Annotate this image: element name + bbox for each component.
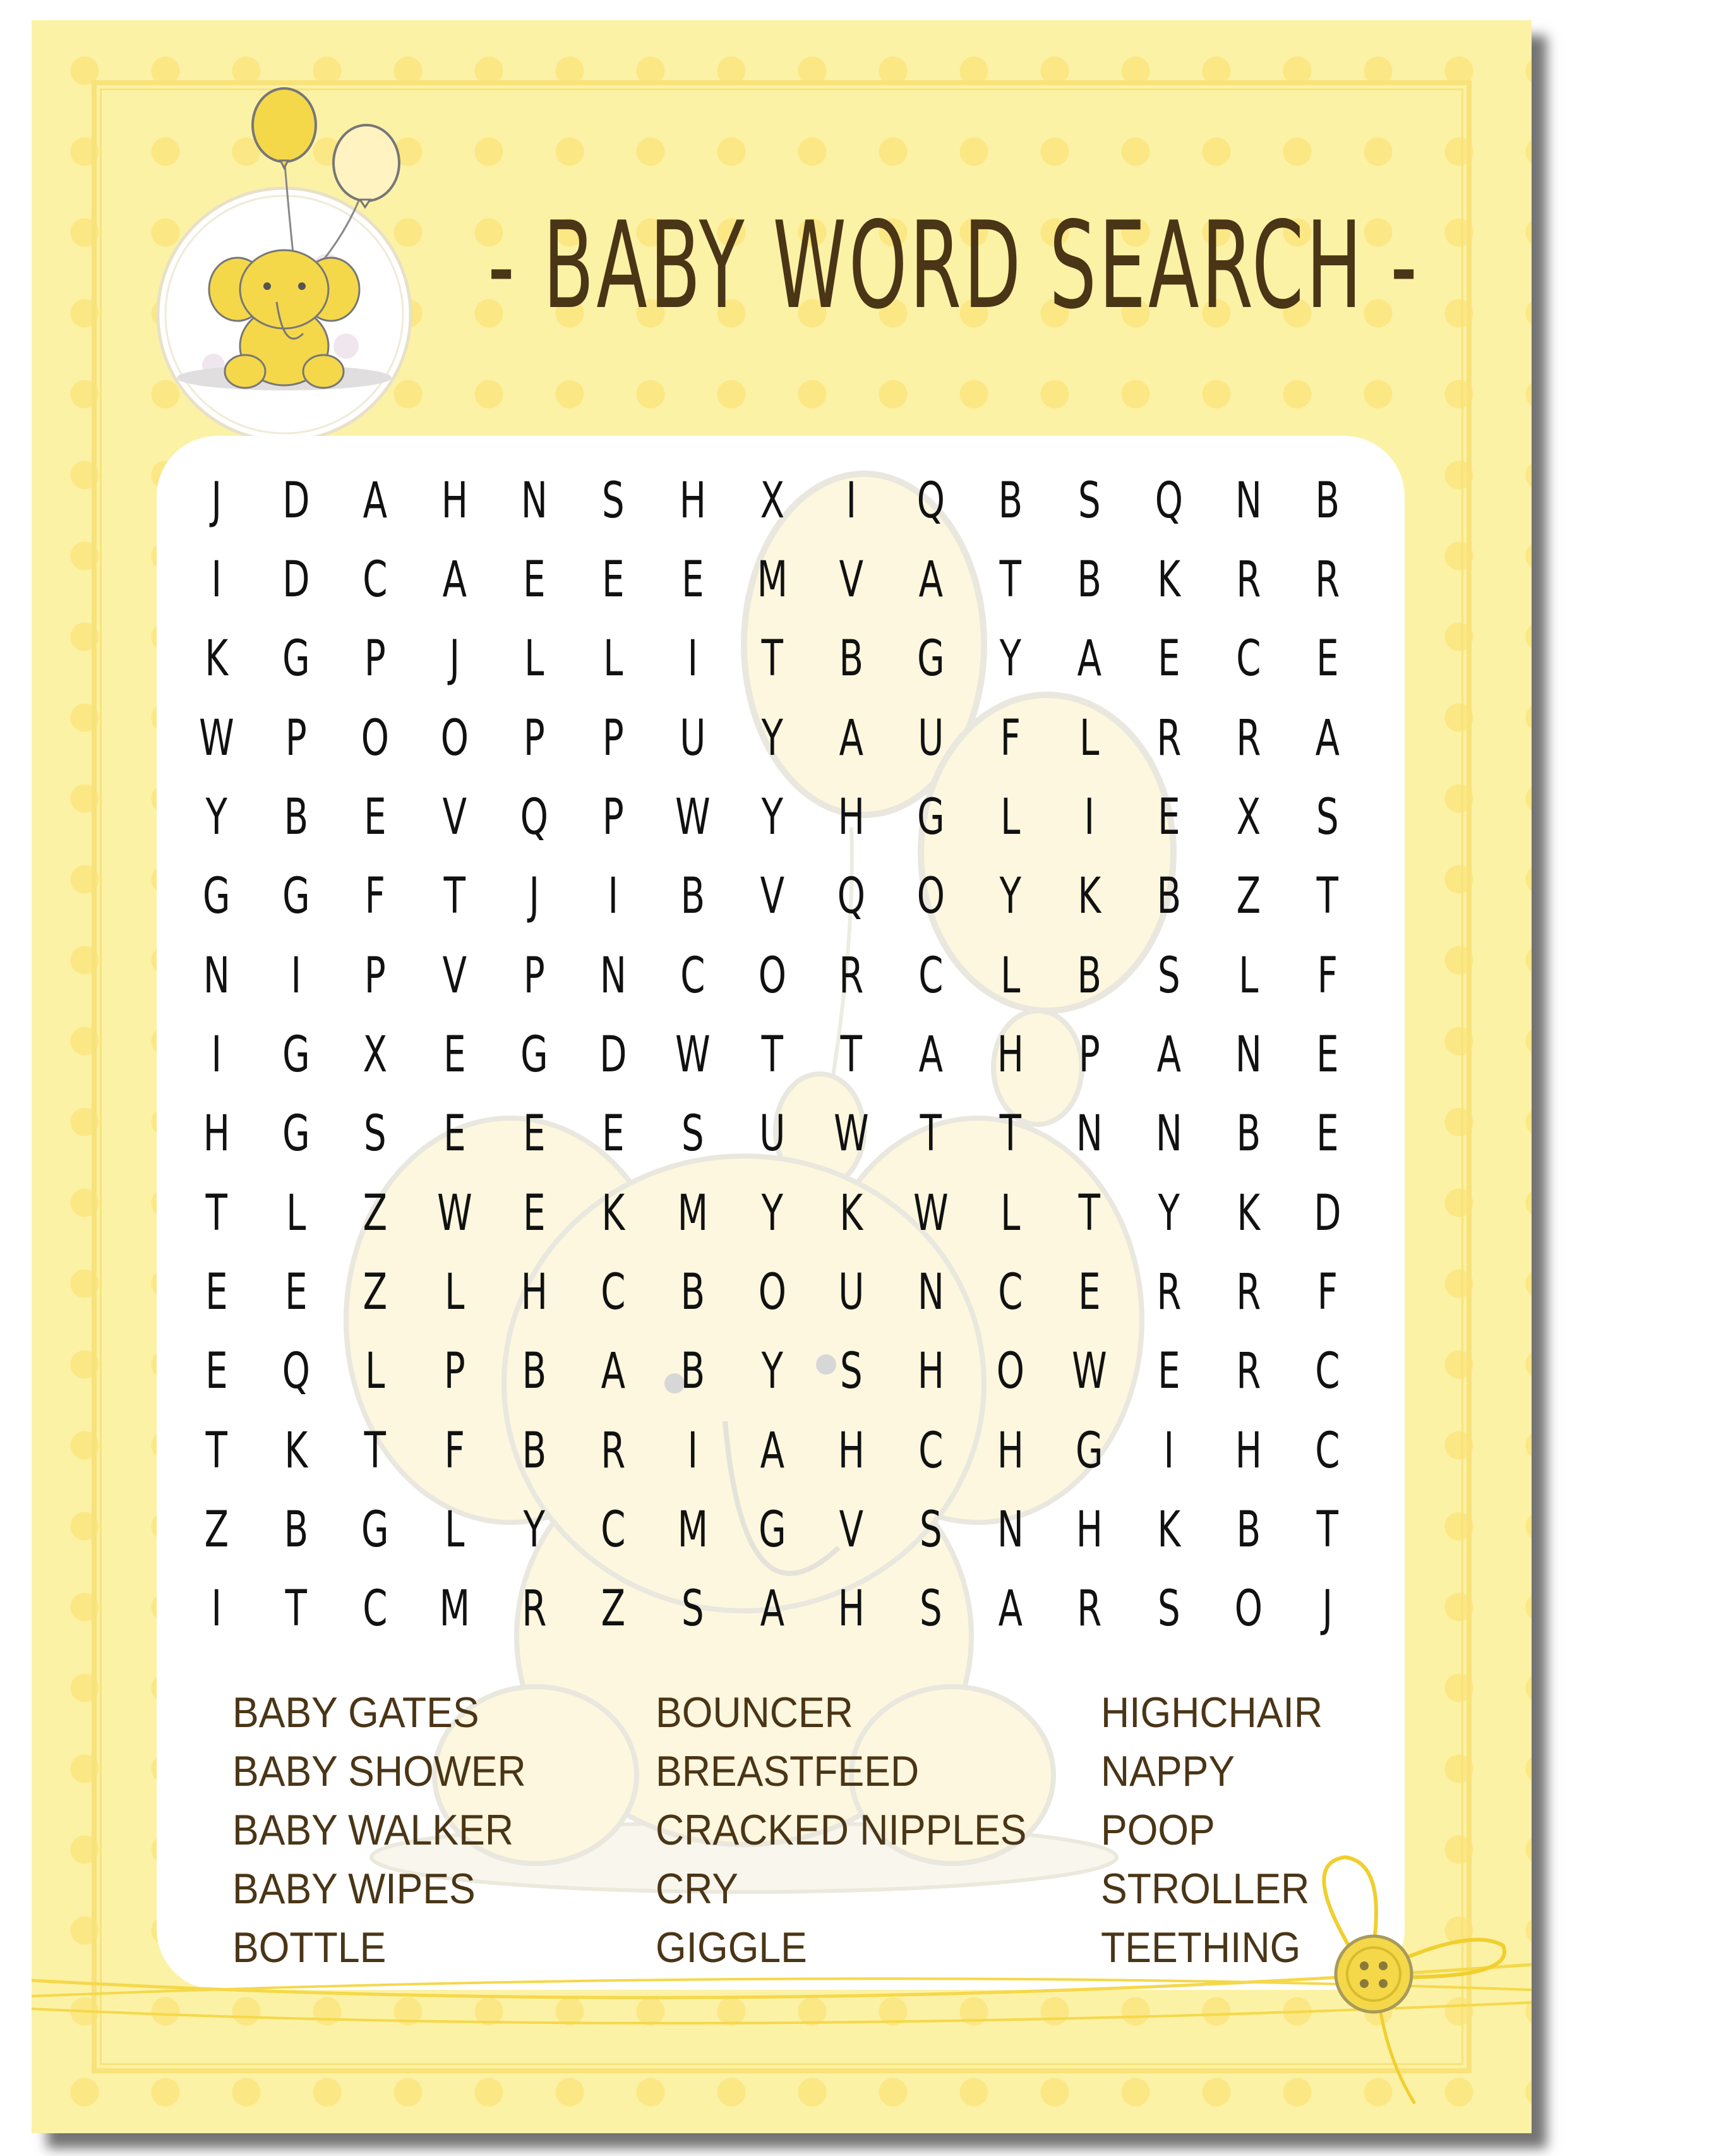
grid-cell[interactable]: V bbox=[839, 551, 864, 608]
grid-cell[interactable]: S bbox=[919, 1501, 942, 1558]
grid-cell[interactable]: Q bbox=[916, 472, 945, 529]
grid-cell[interactable]: T bbox=[364, 1422, 387, 1479]
grid-cell[interactable]: Y bbox=[999, 630, 1021, 688]
grid-cell[interactable]: E bbox=[522, 1184, 546, 1242]
grid-cell[interactable]: C bbox=[601, 1263, 626, 1321]
grid-cell[interactable]: T bbox=[205, 1184, 227, 1242]
word-item: BOTTLE bbox=[232, 1924, 387, 1972]
grid-cell[interactable]: G bbox=[282, 630, 310, 688]
grid-cell[interactable]: G bbox=[203, 868, 231, 925]
grid-cell[interactable]: B bbox=[1315, 472, 1340, 529]
grid-cell[interactable]: G bbox=[917, 788, 945, 846]
grid-cell[interactable]: H bbox=[679, 472, 706, 529]
grid-cell[interactable]: I bbox=[846, 472, 857, 529]
grid-cell[interactable]: Q bbox=[520, 788, 548, 846]
grid-cell[interactable]: G bbox=[917, 630, 945, 688]
word-item: POOP bbox=[1101, 1806, 1215, 1854]
grid-cell[interactable]: P bbox=[603, 709, 625, 767]
grid-cell[interactable]: X bbox=[1236, 788, 1261, 846]
grid-cell[interactable]: U bbox=[680, 709, 706, 767]
word-item: BREASTFEED bbox=[656, 1747, 920, 1795]
grid-cell[interactable]: E bbox=[1158, 1343, 1180, 1400]
grid-cell[interactable]: J bbox=[1322, 1581, 1333, 1638]
grid-cell[interactable]: E bbox=[1158, 788, 1180, 846]
word-item: CRACKED NIPPLES bbox=[656, 1806, 1027, 1854]
grid-cell[interactable]: L bbox=[445, 1263, 465, 1321]
grid-cell[interactable]: G bbox=[1076, 1422, 1103, 1479]
grid-cell[interactable]: Q bbox=[837, 868, 866, 925]
grid-cell[interactable]: E bbox=[1316, 1026, 1339, 1083]
grid-cell[interactable]: T bbox=[841, 1026, 863, 1083]
grid-cell[interactable]: L bbox=[1000, 1184, 1021, 1242]
grid-cell[interactable]: A bbox=[442, 551, 467, 608]
grid-cell[interactable]: E bbox=[1078, 1263, 1101, 1321]
grid-cell[interactable]: A bbox=[760, 1422, 784, 1479]
grid-cell[interactable]: N bbox=[997, 1501, 1024, 1558]
grid-cell[interactable]: S bbox=[1157, 1581, 1180, 1638]
word-item: BABY WIPES bbox=[232, 1865, 476, 1913]
grid-cell[interactable]: L bbox=[1000, 788, 1021, 846]
grid-cell[interactable]: H bbox=[1076, 1501, 1103, 1558]
grid-cell[interactable]: S bbox=[602, 472, 625, 529]
grid-cell[interactable]: K bbox=[205, 630, 229, 688]
grid-cell[interactable]: L bbox=[603, 630, 623, 688]
grid-cell[interactable]: A bbox=[918, 551, 944, 608]
grid-cell[interactable]: L bbox=[1000, 947, 1021, 1004]
grid-cell[interactable]: R bbox=[839, 947, 864, 1004]
grid-cell[interactable]: T bbox=[285, 1581, 307, 1638]
grid-cell[interactable]: P bbox=[603, 788, 625, 846]
grid-cell[interactable]: M bbox=[757, 551, 788, 608]
grid-cell[interactable]: E bbox=[522, 551, 546, 608]
grid-cell[interactable]: B bbox=[1077, 551, 1102, 608]
grid-cell[interactable]: H bbox=[1235, 1422, 1262, 1479]
grid-cell[interactable]: K bbox=[284, 1422, 308, 1479]
grid-cell[interactable]: B bbox=[284, 1501, 308, 1558]
grid-cell[interactable]: R bbox=[1235, 551, 1261, 608]
grid-cell[interactable]: T bbox=[920, 1105, 942, 1163]
grid-cell[interactable]: O bbox=[916, 868, 945, 925]
grid-cell[interactable]: E bbox=[443, 1105, 466, 1163]
grid-cell[interactable]: B bbox=[839, 630, 864, 688]
grid-cell[interactable]: E bbox=[522, 1105, 546, 1163]
word-item: TEETHING bbox=[1101, 1924, 1301, 1972]
grid-cell[interactable]: B bbox=[522, 1422, 546, 1479]
grid-cell[interactable]: I bbox=[211, 551, 222, 608]
grid-cell[interactable]: H bbox=[441, 472, 468, 529]
grid-cell[interactable]: E bbox=[602, 1105, 625, 1163]
grid-cell[interactable]: D bbox=[282, 472, 310, 529]
grid-cell[interactable]: C bbox=[363, 1581, 388, 1638]
grid-cell[interactable]: H bbox=[520, 1263, 548, 1321]
grid-cell[interactable]: I bbox=[1163, 1422, 1175, 1479]
grid-cell[interactable]: D bbox=[282, 551, 310, 608]
grid-cell[interactable]: W bbox=[1072, 1343, 1107, 1400]
grid-cell[interactable]: M bbox=[677, 1501, 709, 1558]
grid-cell[interactable]: A bbox=[1077, 630, 1102, 688]
grid-cell[interactable]: W bbox=[675, 1026, 711, 1083]
grid-cell[interactable]: O bbox=[758, 1263, 786, 1321]
grid-cell[interactable]: E bbox=[284, 1263, 308, 1321]
grid-cell[interactable]: L bbox=[524, 630, 544, 688]
grid-cell[interactable]: W bbox=[834, 1105, 869, 1163]
grid-cell[interactable]: T bbox=[761, 1026, 783, 1083]
grid-cell[interactable]: I bbox=[608, 868, 619, 925]
word-item: BABY WALKER bbox=[232, 1806, 514, 1854]
grid-cell[interactable]: O bbox=[361, 709, 390, 767]
grid-cell[interactable]: C bbox=[601, 1501, 626, 1558]
grid-cell[interactable]: N bbox=[520, 472, 548, 529]
grid-cell[interactable]: B bbox=[1236, 1105, 1261, 1163]
grid-cell[interactable]: P bbox=[523, 709, 545, 767]
grid-cell[interactable]: D bbox=[1314, 1184, 1341, 1242]
grid-cell[interactable]: H bbox=[997, 1422, 1024, 1479]
grid-cell[interactable]: T bbox=[1079, 1184, 1101, 1242]
grid-cell[interactable]: P bbox=[285, 709, 307, 767]
grid-cell[interactable]: U bbox=[918, 709, 944, 767]
grid-cell[interactable]: A bbox=[839, 709, 864, 767]
grid-cell[interactable]: I bbox=[211, 1026, 222, 1083]
grid-cell[interactable]: Y bbox=[761, 709, 783, 767]
grid-cell[interactable]: Y bbox=[999, 868, 1021, 925]
grid-cell[interactable]: R bbox=[1156, 709, 1182, 767]
grid-cell[interactable]: X bbox=[363, 1026, 388, 1083]
grid-cell[interactable]: L bbox=[445, 1501, 465, 1558]
grid-cell[interactable]: Q bbox=[1155, 472, 1183, 529]
grid-cell[interactable]: Z bbox=[1236, 868, 1261, 925]
grid-cell[interactable]: V bbox=[442, 788, 467, 846]
grid-cell[interactable]: E bbox=[205, 1263, 228, 1321]
grid-cell[interactable]: B bbox=[998, 472, 1023, 529]
grid-cell[interactable]: A bbox=[1156, 1026, 1182, 1083]
grid-cell[interactable]: S bbox=[1316, 788, 1339, 846]
grid-cell[interactable]: E bbox=[1316, 1105, 1339, 1163]
word-column-3 bbox=[1101, 1683, 1342, 1977]
grid-cell[interactable]: A bbox=[601, 1343, 626, 1400]
grid-cell[interactable]: F bbox=[1317, 947, 1338, 1004]
grid-cell[interactable]: S bbox=[681, 1581, 704, 1638]
grid-cell[interactable]: S bbox=[840, 1343, 863, 1400]
grid-cell[interactable]: E bbox=[681, 551, 704, 608]
grid-cell[interactable]: F bbox=[1317, 1263, 1338, 1321]
word-item: BOUNCER bbox=[656, 1689, 853, 1737]
grid-cell[interactable]: R bbox=[1235, 709, 1261, 767]
grid-cell[interactable]: B bbox=[1077, 947, 1102, 1004]
grid-cell[interactable]: O bbox=[758, 947, 786, 1004]
grid-cell[interactable]: R bbox=[1235, 1263, 1261, 1321]
grid-cell[interactable]: G bbox=[282, 868, 310, 925]
grid-cell[interactable]: Y bbox=[1158, 1184, 1180, 1242]
grid-cell[interactable]: M bbox=[677, 1184, 709, 1242]
grid-cell[interactable]: R bbox=[1235, 1343, 1261, 1400]
word-item: BABY SHOWER bbox=[232, 1747, 526, 1795]
word-item: GIGGLE bbox=[656, 1924, 807, 1972]
word-column-1 bbox=[232, 1683, 551, 1977]
grid-cell[interactable]: E bbox=[1158, 630, 1180, 688]
grid-cell[interactable]: Z bbox=[601, 1581, 626, 1638]
grid-cell[interactable]: U bbox=[838, 1263, 865, 1321]
grid-cell[interactable]: T bbox=[1317, 1501, 1339, 1558]
grid-cell[interactable]: B bbox=[1236, 1501, 1261, 1558]
grid-cell[interactable]: P bbox=[523, 947, 545, 1004]
grid-cell[interactable]: E bbox=[1316, 630, 1339, 688]
grid-cell[interactable]: C bbox=[918, 947, 944, 1004]
grid-cell[interactable]: S bbox=[1078, 472, 1101, 529]
grid-cell[interactable]: C bbox=[1235, 630, 1261, 688]
grid-cell[interactable]: T bbox=[999, 551, 1021, 608]
grid-cell[interactable]: B bbox=[284, 788, 308, 846]
grid-cell[interactable]: N bbox=[1155, 1105, 1182, 1163]
grid-cell[interactable]: J bbox=[449, 630, 460, 688]
grid-cell[interactable]: Y bbox=[523, 1501, 545, 1558]
grid-cell[interactable]: C bbox=[1315, 1343, 1340, 1400]
grid-cell[interactable]: D bbox=[599, 1026, 627, 1083]
grid-cell[interactable]: E bbox=[364, 788, 387, 846]
grid-cell[interactable]: H bbox=[997, 1026, 1024, 1083]
grid-cell[interactable]: A bbox=[918, 1026, 944, 1083]
grid-cell[interactable]: K bbox=[1157, 551, 1181, 608]
grid-cell[interactable]: Y bbox=[761, 788, 783, 846]
grid-cell[interactable]: G bbox=[361, 1501, 389, 1558]
letter-grid bbox=[177, 461, 1367, 1649]
grid-cell[interactable]: C bbox=[1315, 1422, 1340, 1479]
grid-cell[interactable]: T bbox=[205, 1422, 227, 1479]
grid-cell[interactable]: B bbox=[680, 1263, 705, 1321]
grid-cell[interactable]: O bbox=[1234, 1581, 1263, 1638]
grid-cell[interactable]: J bbox=[211, 472, 222, 529]
grid-cell[interactable]: L bbox=[285, 1184, 306, 1242]
grid-cell[interactable]: Z bbox=[363, 1184, 388, 1242]
grid-cell[interactable]: M bbox=[439, 1581, 471, 1638]
grid-cell[interactable]: L bbox=[365, 1343, 385, 1400]
grid-cell[interactable]: W bbox=[675, 788, 711, 846]
grid-cell[interactable]: H bbox=[838, 1581, 865, 1638]
grid-cell[interactable]: H bbox=[917, 1343, 944, 1400]
word-list bbox=[232, 1683, 1382, 1980]
grid-cell[interactable]: F bbox=[444, 1422, 465, 1479]
grid-cell[interactable]: C bbox=[918, 1422, 944, 1479]
grid-cell[interactable]: G bbox=[282, 1105, 310, 1163]
grid-cell[interactable]: F bbox=[365, 868, 386, 925]
grid-cell[interactable]: N bbox=[917, 1263, 944, 1321]
grid-cell[interactable]: G bbox=[282, 1026, 310, 1083]
grid-cell[interactable]: G bbox=[758, 1501, 786, 1558]
grid-cell[interactable]: R bbox=[601, 1422, 626, 1479]
grid-cell[interactable]: W bbox=[913, 1184, 949, 1242]
grid-cell[interactable]: P bbox=[1079, 1026, 1101, 1083]
grid-cell[interactable]: N bbox=[1235, 472, 1262, 529]
grid-cell[interactable]: K bbox=[1077, 868, 1101, 925]
grid-cell[interactable]: R bbox=[1315, 551, 1340, 608]
grid-cell[interactable]: H bbox=[203, 1105, 230, 1163]
grid-cell[interactable]: A bbox=[363, 472, 388, 529]
grid-cell[interactable]: N bbox=[600, 947, 627, 1004]
grid-cell[interactable]: V bbox=[442, 947, 467, 1004]
grid-cell[interactable]: A bbox=[998, 1581, 1023, 1638]
grid-cell[interactable]: H bbox=[838, 1422, 865, 1479]
grid-cell[interactable]: R bbox=[1077, 1581, 1102, 1638]
grid-cell[interactable]: Q bbox=[282, 1343, 310, 1400]
grid-cell[interactable]: A bbox=[1315, 709, 1340, 767]
grid-cell[interactable]: R bbox=[521, 1581, 547, 1638]
grid-cell[interactable]: K bbox=[1237, 1184, 1260, 1242]
grid-cell[interactable]: K bbox=[601, 1184, 625, 1242]
grid-cell[interactable]: V bbox=[760, 868, 784, 925]
page-title: - BABY WORD SEARCH - bbox=[488, 195, 1420, 335]
grid-cell[interactable]: N bbox=[1076, 1105, 1103, 1163]
grid-cell[interactable]: Y bbox=[761, 1343, 783, 1400]
grid-cell[interactable]: U bbox=[759, 1105, 786, 1163]
word-column-2 bbox=[656, 1683, 1059, 1977]
puzzle-panel bbox=[157, 436, 1405, 1990]
grid-cell[interactable]: B bbox=[1156, 868, 1182, 925]
grid-cell[interactable]: T bbox=[1317, 868, 1339, 925]
grid-cell[interactable]: E bbox=[443, 1026, 466, 1083]
grid-cell[interactable]: J bbox=[529, 868, 539, 925]
grid-cell[interactable]: P bbox=[364, 947, 387, 1004]
grid-cell[interactable]: S bbox=[919, 1581, 942, 1638]
word-item: NAPPY bbox=[1101, 1747, 1235, 1795]
word-item: CRY bbox=[656, 1865, 738, 1913]
grid-cell[interactable]: S bbox=[681, 1105, 704, 1163]
grid-cell[interactable]: R bbox=[1156, 1263, 1182, 1321]
grid-cell[interactable]: E bbox=[205, 1343, 228, 1400]
grid-cell[interactable]: Y bbox=[205, 788, 227, 846]
grid-cell[interactable]: W bbox=[199, 709, 234, 767]
grid-cell[interactable]: P bbox=[364, 630, 387, 688]
grid-cell[interactable]: I bbox=[687, 630, 699, 688]
grid-cell[interactable]: H bbox=[838, 788, 865, 846]
grid-cell[interactable]: C bbox=[680, 947, 705, 1004]
grid-cell[interactable]: Y bbox=[761, 1184, 783, 1242]
grid-cell[interactable]: A bbox=[760, 1581, 784, 1638]
grid-cell[interactable]: B bbox=[680, 868, 705, 925]
grid-cell[interactable]: O bbox=[440, 709, 469, 767]
grid-cell[interactable]: N bbox=[203, 947, 230, 1004]
grid-cell[interactable]: I bbox=[1084, 788, 1095, 846]
grid-cell[interactable]: K bbox=[1157, 1501, 1181, 1558]
grid-cell[interactable]: B bbox=[680, 1343, 705, 1400]
elephant-balloons-illustration bbox=[138, 81, 491, 447]
grid-cell[interactable]: I bbox=[291, 947, 301, 1004]
grid-cell[interactable]: I bbox=[211, 1581, 222, 1638]
grid-cell[interactable]: C bbox=[363, 551, 388, 608]
grid-cell[interactable]: S bbox=[364, 1105, 387, 1163]
grid-cell[interactable]: S bbox=[1157, 947, 1180, 1004]
grid-cell[interactable]: L bbox=[1079, 709, 1100, 767]
grid-cell[interactable]: T bbox=[443, 868, 465, 925]
grid-cell[interactable]: X bbox=[760, 472, 784, 529]
grid-cell[interactable]: L bbox=[1238, 947, 1259, 1004]
grid-cell[interactable]: G bbox=[520, 1026, 548, 1083]
grid-cell[interactable]: W bbox=[437, 1184, 472, 1242]
grid-cell[interactable]: Z bbox=[204, 1501, 229, 1558]
grid-cell[interactable]: T bbox=[761, 630, 783, 688]
grid-cell[interactable]: P bbox=[443, 1343, 465, 1400]
word-item: STROLLER bbox=[1101, 1865, 1310, 1913]
grid-cell[interactable]: C bbox=[997, 1263, 1023, 1321]
grid-cell[interactable]: E bbox=[602, 551, 625, 608]
word-item: BABY GATES bbox=[232, 1689, 479, 1737]
word-item: HIGHCHAIR bbox=[1101, 1689, 1323, 1737]
grid-cell[interactable]: Z bbox=[363, 1263, 388, 1321]
grid-cell[interactable]: O bbox=[996, 1343, 1024, 1400]
grid-cell[interactable]: V bbox=[839, 1501, 864, 1558]
grid-cell[interactable]: N bbox=[1235, 1026, 1262, 1083]
grid-cell[interactable]: T bbox=[999, 1105, 1021, 1163]
grid-cell[interactable]: K bbox=[839, 1184, 863, 1242]
grid-cell[interactable]: F bbox=[1000, 709, 1021, 767]
grid-cell[interactable]: I bbox=[687, 1422, 699, 1479]
grid-cell[interactable]: B bbox=[522, 1343, 546, 1400]
